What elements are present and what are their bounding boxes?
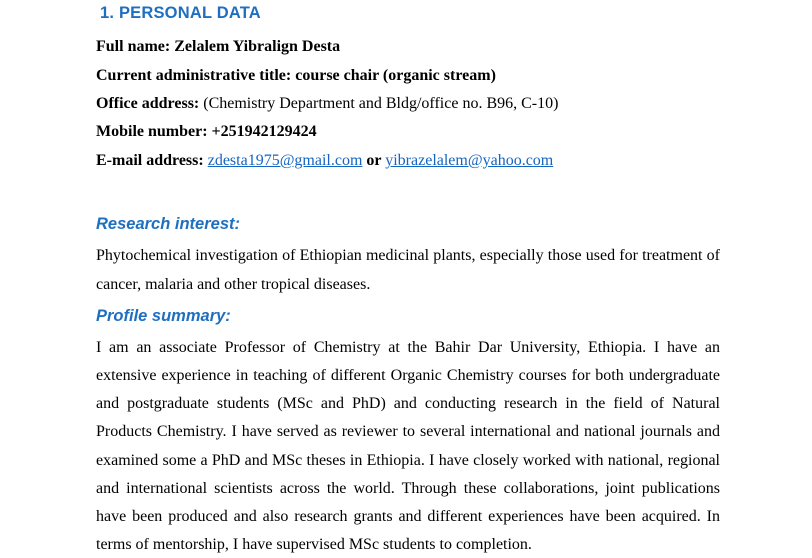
office-address-line	[96, 94, 558, 114]
email-link-yahoo[interactable]: yibrazelalem@yahoo.com	[385, 152, 554, 169]
full-name-line: Full name: Zelalem Yibralign Desta	[96, 38, 341, 55]
profile-summary-line: examined some a PhD and MSc theses in Ethiopia. I have closely worked with national, regional	[96, 452, 720, 469]
research-interest-heading: Research interest:	[96, 215, 240, 233]
profile-summary-line: Products Chemistry. I have served as reviewer to several international and national journals and	[96, 423, 720, 440]
administrative-title-line: Current administrative title: course chair (organic stream)	[96, 67, 496, 84]
profile-summary-line: extensive experience in teaching of different Organic Chemistry courses for both undergraduate	[96, 367, 720, 384]
email-link-gmail[interactable]: zdesta1975@gmail.com	[207, 152, 363, 169]
office-address-value: (Chemistry Department and Bldg/office no. B96, C-10)	[199, 95, 559, 112]
profile-summary-line: have been produced and also research grants and different experiences have been acquired. In	[96, 508, 720, 525]
email-address-line	[96, 151, 553, 171]
research-interest-line: cancer, malaria and other tropical diseases.	[96, 276, 371, 293]
profile-summary-line: terms of mentorship, I have supervised MSc students to completion.	[96, 536, 532, 553]
profile-summary-line: I am an associate Professor of Chemistry at the Bahir Dar University, Ethiopia. I have an	[96, 339, 720, 356]
section-heading-personal-data: 1. PERSONAL DATA	[100, 4, 261, 22]
mobile-number-line: Mobile number: +251942129424	[96, 123, 317, 140]
email-or-separator: or	[362, 152, 386, 169]
office-address-label: Office address:	[96, 95, 200, 112]
profile-summary-line: and international scientists across the world. Through these collaborations, joint publications	[96, 480, 720, 497]
research-interest-line: Phytochemical investigation of Ethiopian medicinal plants, especially those used for treatment of	[96, 247, 720, 264]
profile-summary-line: and postgraduate students (MSc and PhD) and conducting research in the field of Natural	[96, 395, 720, 412]
email-address-label: E-mail address:	[96, 152, 204, 169]
profile-summary-heading: Profile summary:	[96, 307, 231, 325]
